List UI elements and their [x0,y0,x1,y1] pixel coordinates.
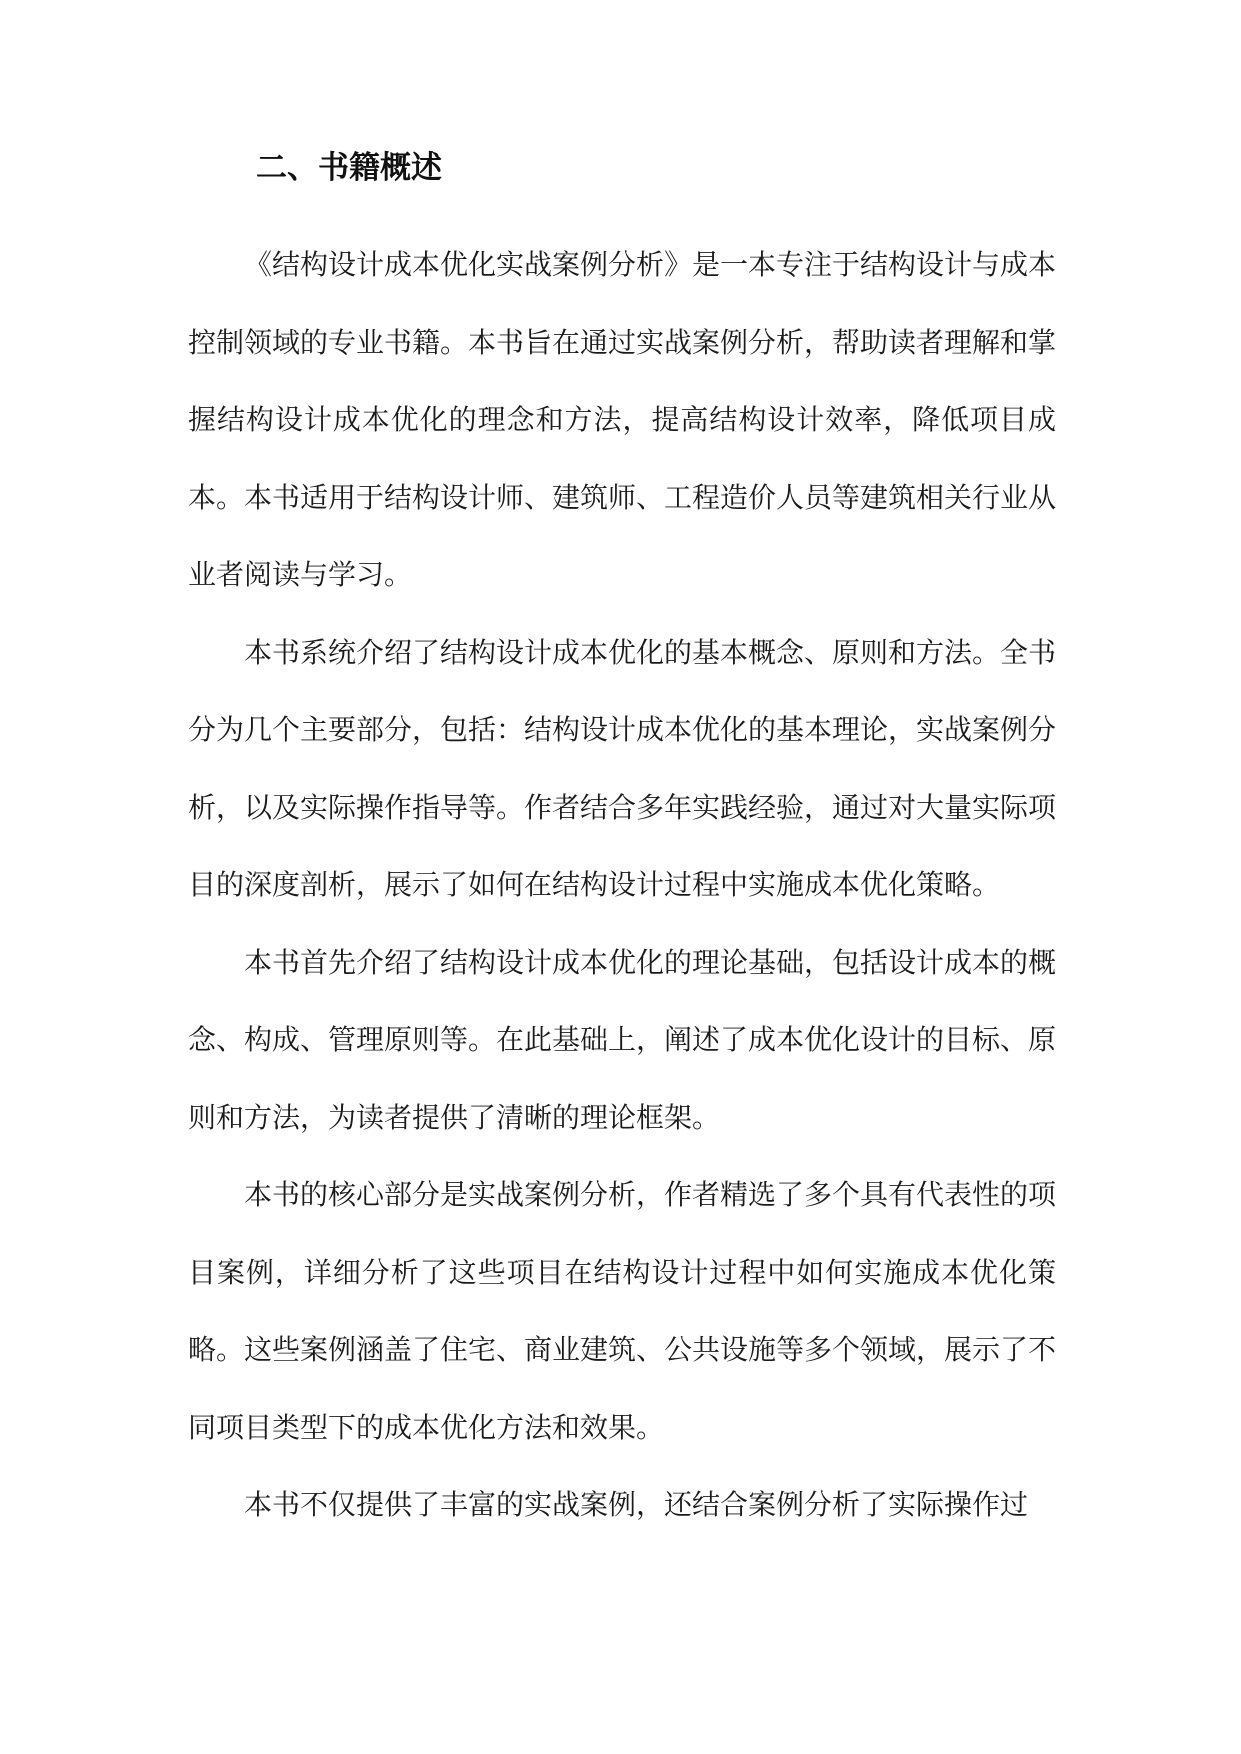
body-text [188,226,1056,1544]
paragraph-structure: 本书系统介绍了结构设计成本优化的基本概念、原则和方法。全书分为几个主要部分，包括：结构设计成本优化的基本理论，实战案例分析，以及实际操作指导等。作者结合多年实践经验，通过对大量实际项目的深度剖析，展示了如何在结构设计过程中实施成本优化策略。 [188,635,1057,901]
paragraph-theory: 本书首先介绍了结构设计成本优化的理论基础，包括设计成本的概念、构成、管理原则等。在此基础上，阐述了成本优化设计的目标、原则和方法，为读者提供了清晰的理论框架。 [188,945,1057,1134]
section-heading: 二、书籍概述 [256,150,442,186]
paragraph-intro: 《结构设计成本优化实战案例分析》是一本专注于结构设计与成本控制领域的专业书籍。本书旨在通过实战案例分析，帮助读者理解和掌握结构设计成本优化的理念和方法，提高结构设计效率，降低项目成本。本书适用于结构设计师、建筑师、工程造价人员等建筑相关行业从业者阅读与学习。 [188,248,1057,591]
paragraph-cases: 本书的核心部分是实战案例分析，作者精选了多个具有代表性的项目案例，详细分析了这些项目在结构设计过程中如何实施成本优化策略。这些案例涵盖了住宅、商业建筑、公共设施等多个领域，展示了不同项目类型下的成本优化方法和效果。 [188,1178,1057,1444]
paragraph-practice: 本书不仅提供了丰富的实战案例，还结合案例分析了实际操作过 [244,1488,1029,1521]
